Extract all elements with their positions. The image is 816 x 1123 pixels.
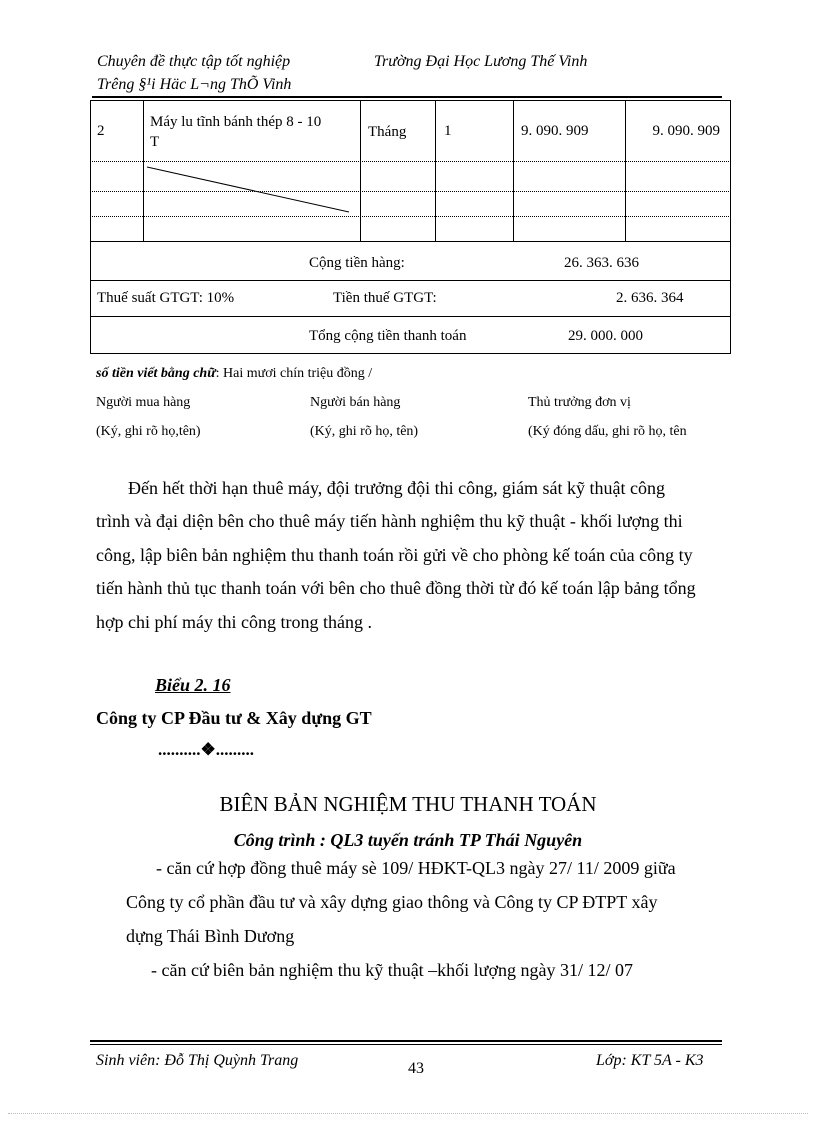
document-title: BIÊN BẢN NGHIỆM THU THANH TOÁN — [219, 792, 597, 816]
company-name: Công ty CP Đầu tư & Xây dựng GT — [96, 708, 372, 728]
cell-name-line1: Máy lu tĩnh bánh thép 8 - 10 — [150, 114, 322, 130]
amount-in-words-label: số tiền viết bằng chữ — [96, 366, 216, 381]
cell-unit: Tháng — [368, 124, 407, 140]
cell-qty: 1 — [444, 123, 452, 139]
paragraph-line: tiến hành thủ tục thanh toán với bên cho thuê đồng thời từ đó kế toán lập bảng tổng — [96, 578, 696, 598]
footer-class: Lớp: KT 5A - K3 — [596, 1052, 704, 1069]
signature-title-seller: Người bán hàng — [310, 395, 401, 410]
cell-amount: 9. 090. 909 — [652, 123, 720, 139]
total-value: 29. 000. 000 — [568, 328, 643, 344]
ornament: ..........❖......... — [158, 740, 254, 759]
header-rule — [92, 96, 722, 98]
page-number: 43 — [408, 1060, 424, 1077]
amount-in-words — [96, 366, 372, 382]
paragraph-line: trình và đại diện bên cho thuê máy tiến hành nghiệm thu kỹ thuật - khối lượng thi — [96, 511, 683, 531]
page-edge — [8, 1113, 808, 1114]
basis-line: - căn cứ biên bản nghiệm thu kỹ thuật –khối lượng ngày 31/ 12/ 07 — [151, 960, 633, 980]
paragraph-line: Đến hết thời hạn thuê máy, đội trưởng đội thi công, giám sát kỹ thuật công — [128, 478, 666, 498]
signature-title-buyer: Người mua hàng — [96, 395, 191, 410]
row-divider — [90, 216, 731, 217]
basis-line: dựng Thái Bình Dương — [126, 926, 295, 946]
row-divider — [90, 241, 731, 242]
form-label: Biểu 2. 16 — [155, 675, 231, 695]
basis-line: - căn cứ hợp đồng thuê máy sè 109/ HĐKT-QL3 ngày 27/ 11/ 2009 giữa — [156, 858, 676, 878]
amount-in-words-value: : Hai mươi chín triệu đồng / — [215, 366, 373, 381]
header-right-line1: Trường Đại Học Lương Thế Vinh — [374, 53, 588, 70]
footer-rule — [90, 1040, 722, 1042]
footer-rule-inner — [90, 1044, 722, 1045]
cell-stt: 2 — [97, 123, 105, 139]
row-divider — [90, 280, 731, 281]
basis-line: Công ty cổ phần đầu tư và xây dựng giao thông và Công ty CP ĐTPT xây — [126, 892, 658, 912]
footer-student: Sinh viên: Đỗ Thị Quỳnh Trang — [96, 1052, 299, 1069]
vat-label: Tiền thuế GTGT: — [333, 290, 437, 306]
signature-title-head: Thủ trưởng đơn vị — [528, 395, 631, 410]
strike-diagonal — [143, 161, 361, 216]
col-line — [625, 100, 626, 241]
project-name: Công trình : QL3 tuyến tránh TP Thái Nguyên — [233, 830, 583, 850]
cell-price: 9. 090. 909 — [521, 123, 589, 139]
subtotal-value: 26. 363. 636 — [564, 255, 639, 271]
paragraph-line: hợp chi phí máy thi công trong tháng . — [96, 612, 372, 632]
vat-value: 2. 636. 364 — [616, 290, 684, 306]
row-divider — [90, 316, 731, 317]
cell-name-line2: T — [150, 134, 160, 150]
col-line — [435, 100, 436, 241]
col-line — [513, 100, 514, 241]
total-label: Tổng cộng tiền thanh toán — [309, 328, 467, 344]
subtotal-label: Cộng tiền hàng: — [309, 255, 405, 271]
signature-note-head: (Ký đóng dấu, ghi rõ họ, tên — [528, 424, 687, 439]
header-left-line2: Trêng §¹i Häc L¬ng ThÕ Vinh — [97, 76, 292, 93]
signature-note-buyer: (Ký, ghi rõ họ,tên) — [96, 424, 201, 439]
signature-note-seller: (Ký, ghi rõ họ, tên) — [310, 424, 419, 439]
paragraph-line: công, lập biên bản nghiệm thu thanh toán rồi gửi về cho phòng kế toán của công ty — [96, 545, 693, 565]
header-left-line1: Chuyên đề thực tập tốt nghiệp — [97, 53, 291, 70]
vat-rate-label: Thuế suất GTGT: 10% — [97, 290, 235, 306]
